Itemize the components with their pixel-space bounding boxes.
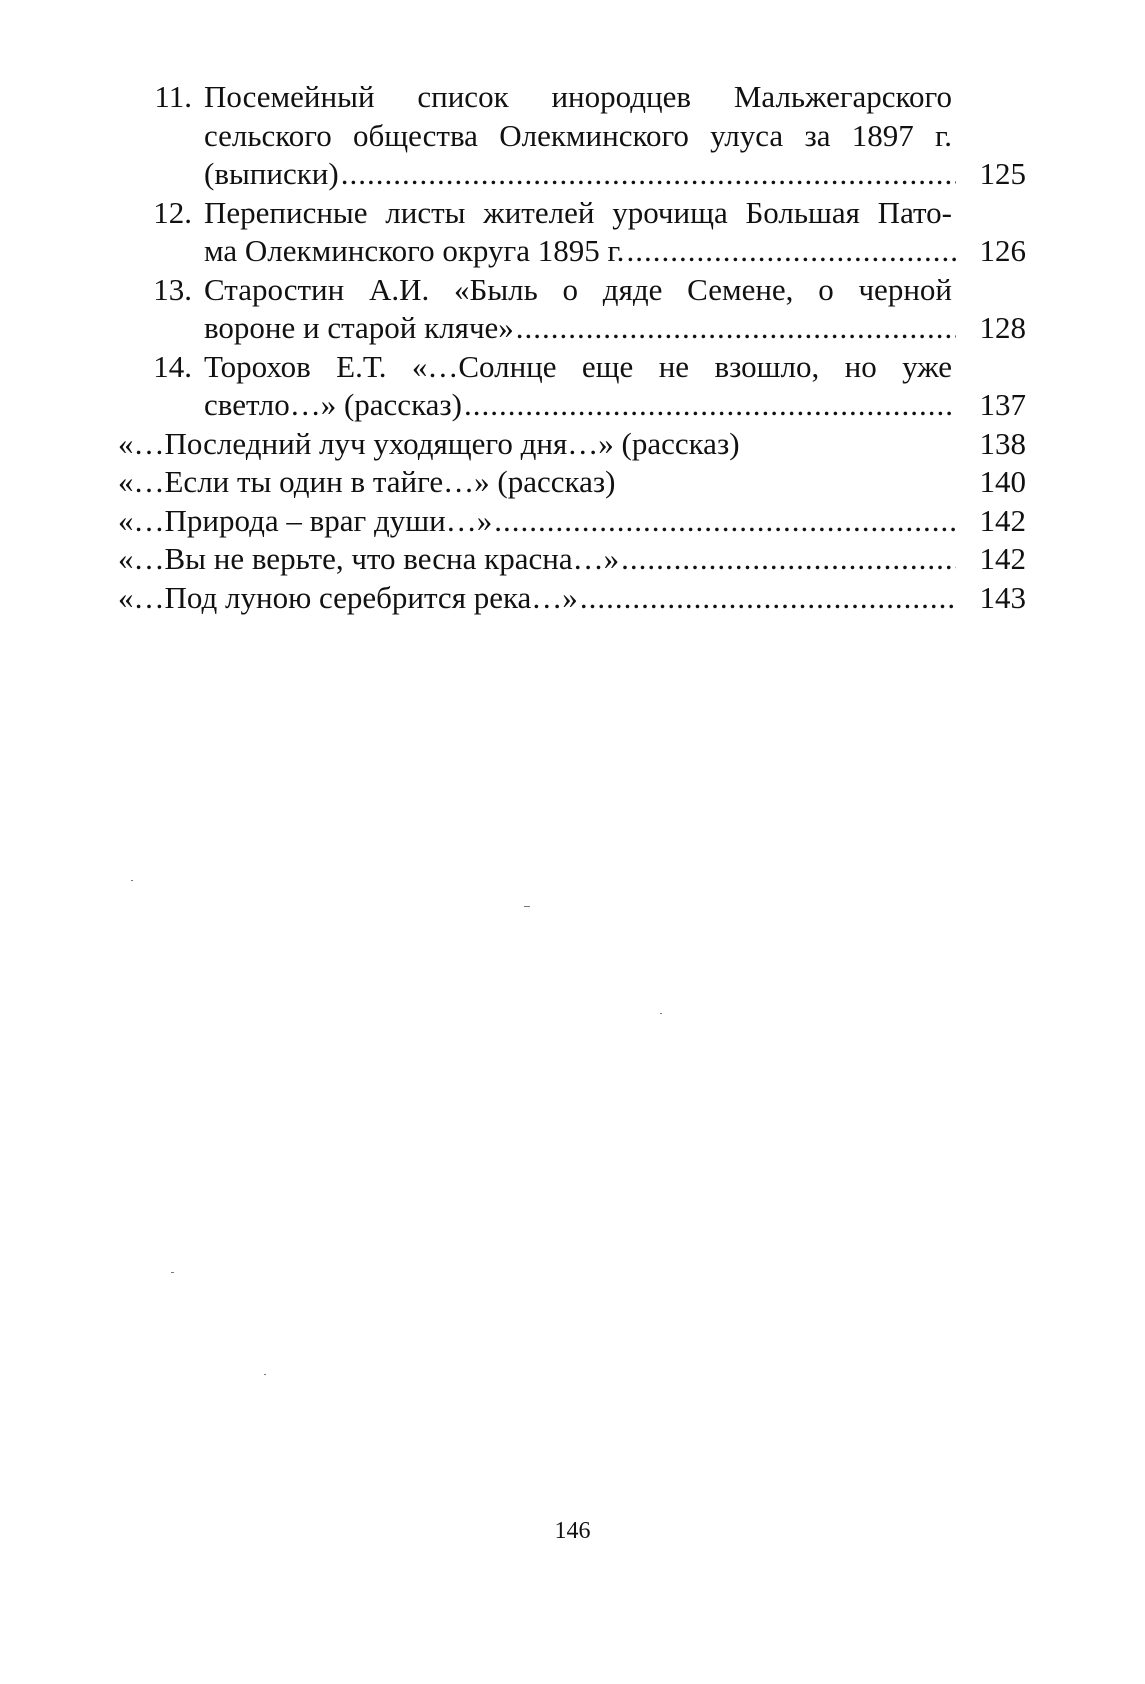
- toc-entry-12: [118, 194, 1026, 271]
- dot-leader: [494, 502, 956, 541]
- toc-entry-number: 14.: [153, 348, 192, 384]
- page-number: 146: [554, 1518, 591, 1544]
- toc-entry-page: 125: [979, 156, 1026, 191]
- toc-entry-last-line: [204, 386, 1026, 425]
- toc-entry-body: [204, 194, 1026, 271]
- toc-plain-entry: [118, 463, 1026, 502]
- toc-plain-entry: [118, 425, 1026, 464]
- toc-entry-number: 12.: [153, 194, 192, 230]
- toc-entry-text: светло…» (рассказ): [204, 387, 462, 422]
- toc-plain-entry: [118, 579, 1026, 618]
- toc-entry-text: «…Природа – враг души…»: [118, 502, 493, 538]
- toc-entry-last-line: [204, 309, 1026, 348]
- toc-entry-line: Посемейный список инородцев Мальжегарского: [204, 79, 952, 114]
- toc-entry-last-line: [204, 232, 1026, 271]
- toc-entry-page: 140: [979, 464, 1026, 499]
- dot-leader: [464, 386, 956, 425]
- toc-entry-text: «…Если ты один в тайге…» (рассказ): [118, 464, 616, 499]
- toc-entry-body: [204, 78, 1026, 194]
- dot-leader: [516, 309, 956, 348]
- speck: [660, 1013, 662, 1014]
- toc-entry-page: 138: [979, 425, 1026, 461]
- dot-leader: [341, 155, 956, 194]
- toc-entry-last-line: [204, 155, 1026, 194]
- toc-entry-number: 13.: [153, 271, 192, 307]
- speck: [524, 906, 530, 907]
- toc-entry-11: [118, 78, 1026, 194]
- toc-entry-line: Старостин А.И. «Быль о дяде Семене, о черной: [204, 271, 952, 307]
- toc-entry-page: 142: [979, 541, 1026, 576]
- toc-entry-page: 143: [979, 579, 1026, 615]
- toc-entry-text: ма Олекминского округа 1895 г.: [204, 233, 625, 268]
- table-of-contents: [118, 78, 1026, 617]
- toc-entry-page: 137: [979, 387, 1026, 422]
- toc-entry-text: «…Последний луч уходящего дня…» (рассказ): [118, 425, 740, 461]
- toc-entry-text: (выписки): [204, 156, 339, 191]
- dot-leader: [580, 579, 956, 618]
- speck: [171, 1272, 174, 1273]
- toc-plain-entry: [118, 502, 1026, 541]
- toc-plain-entry: [118, 540, 1026, 579]
- toc-entry-line: Торохов Е.Т. «…Солнце еще не взошло, но уже: [204, 348, 952, 384]
- dot-leader: [626, 232, 956, 271]
- toc-entry-page: 142: [979, 502, 1026, 538]
- dot-leader: [621, 540, 956, 579]
- toc-entry-number: 11.: [154, 79, 192, 114]
- toc-entry-13: [118, 271, 1026, 348]
- toc-entry-text: «…Под луною серебрится река…»: [118, 579, 578, 615]
- toc-entry-14: [118, 348, 1026, 425]
- toc-entry-text: «…Вы не верьте, что весна красна…»: [118, 541, 620, 576]
- toc-entry-page: 128: [979, 310, 1026, 345]
- toc-entry-line: сельского общества Олекминского улуса за 1897 г.: [204, 117, 952, 153]
- toc-entry-line: Переписные листы жителей урочища Большая Пато-: [204, 194, 952, 230]
- speck: [131, 880, 133, 881]
- toc-entry-text: вороне и старой кляче»: [204, 310, 514, 345]
- toc-entry-page: 126: [979, 233, 1026, 268]
- toc-entry-body: [204, 348, 1026, 425]
- speck: [264, 1374, 266, 1375]
- toc-entry-body: [204, 271, 1026, 348]
